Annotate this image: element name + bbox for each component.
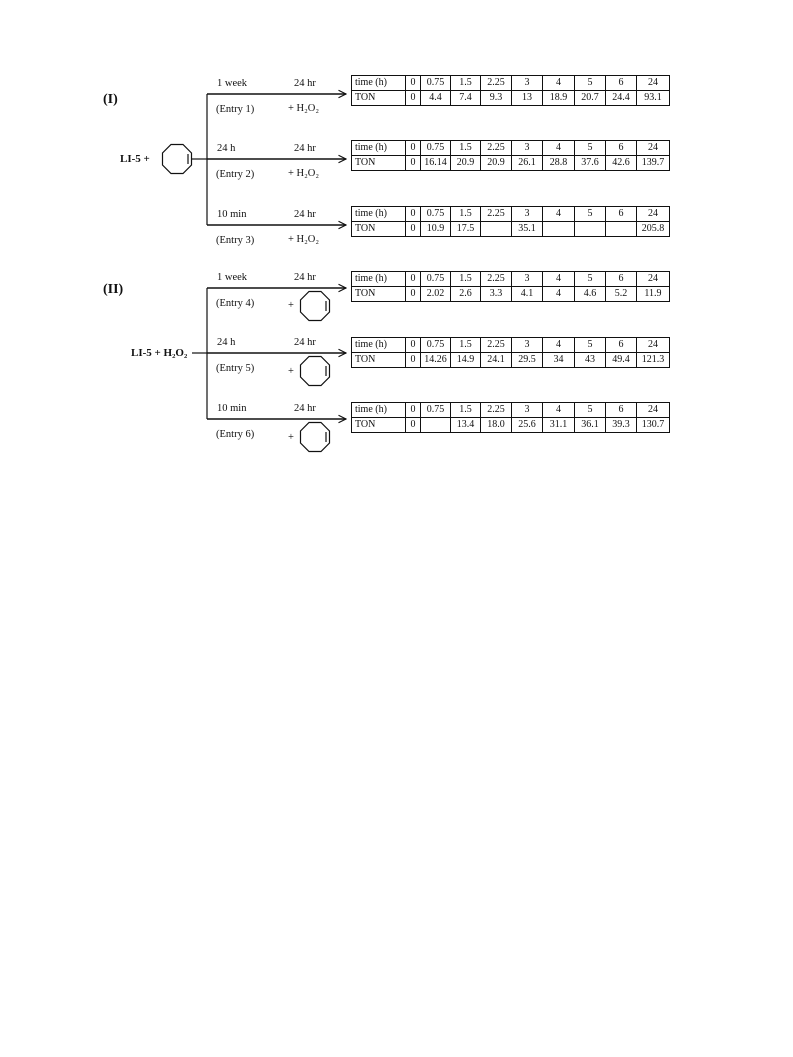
ton-cell: 26.1 — [512, 156, 543, 171]
reaction-time-label: 24 hr — [294, 403, 316, 414]
time-cell: 4 — [543, 141, 575, 156]
ton-cell: 0 — [406, 222, 421, 237]
row-header: time (h) — [352, 207, 406, 222]
time-cell: 2.25 — [481, 76, 512, 91]
ton-cell: 20.9 — [481, 156, 512, 171]
reagent-addition-label: + H₂O₂ — [288, 103, 320, 114]
time-cell: 24 — [637, 141, 670, 156]
row-header: time (h) — [352, 76, 406, 91]
entry-label: (Entry 3) — [216, 235, 255, 246]
time-cell: 1.5 — [451, 338, 481, 353]
ton-table-entry-6 — [351, 402, 670, 433]
ton-cell: 0 — [406, 91, 421, 106]
time-cell: 24 — [637, 207, 670, 222]
time-cell: 3 — [512, 141, 543, 156]
ton-cell: 205.8 — [637, 222, 670, 237]
ton-cell: 20.9 — [451, 156, 481, 171]
entry-label: (Entry 2) — [216, 169, 255, 180]
row-header: TON — [352, 91, 406, 106]
time-cell: 2.25 — [481, 207, 512, 222]
ton-cell: 17.5 — [451, 222, 481, 237]
reaction-time-label: 24 hr — [294, 143, 316, 154]
ton-cell: 28.8 — [543, 156, 575, 171]
ton-cell — [481, 222, 512, 237]
ton-cell: 0 — [406, 287, 421, 302]
ton-cell — [575, 222, 606, 237]
time-cell: 0.75 — [421, 141, 451, 156]
ton-cell: 0 — [406, 418, 421, 433]
time-cell: 0.75 — [421, 272, 451, 287]
reactant-label-II: LI-5 + H₂O₂ — [131, 347, 188, 359]
time-cell: 24 — [637, 403, 670, 418]
ton-cell: 9.3 — [481, 91, 512, 106]
ton-cell: 18.9 — [543, 91, 575, 106]
ton-cell: 93.1 — [637, 91, 670, 106]
time-row — [352, 272, 670, 287]
section-label-II: (II) — [103, 282, 124, 297]
ton-cell: 11.9 — [637, 287, 670, 302]
ton-cell: 121.3 — [637, 353, 670, 368]
time-cell: 5 — [575, 207, 606, 222]
ton-cell: 4.1 — [512, 287, 543, 302]
reaction-time-label: 24 hr — [294, 78, 316, 89]
time-cell: 6 — [606, 76, 637, 91]
time-cell: 4 — [543, 207, 575, 222]
ton-cell: 13 — [512, 91, 543, 106]
ton-cell — [543, 222, 575, 237]
time-cell: 0.75 — [421, 403, 451, 418]
time-row — [352, 141, 670, 156]
ton-cell — [606, 222, 637, 237]
cyclooctene-structure — [301, 292, 330, 321]
ton-cell: 35.1 — [512, 222, 543, 237]
time-row — [352, 207, 670, 222]
ton-cell: 42.6 — [606, 156, 637, 171]
aging-time-label: 10 min — [217, 209, 247, 220]
ton-cell: 0 — [406, 353, 421, 368]
ton-cell: 4.4 — [421, 91, 451, 106]
time-cell: 6 — [606, 207, 637, 222]
ton-cell: 7.4 — [451, 91, 481, 106]
time-row — [352, 403, 670, 418]
time-cell: 5 — [575, 76, 606, 91]
time-cell: 3 — [512, 272, 543, 287]
time-cell: 0.75 — [421, 207, 451, 222]
time-cell: 5 — [575, 141, 606, 156]
reaction-time-label: 24 hr — [294, 209, 316, 220]
cyclooctene-structure — [301, 423, 330, 452]
time-cell: 0.75 — [421, 338, 451, 353]
ton-cell: 49.4 — [606, 353, 637, 368]
reaction-time-label: 24 hr — [294, 337, 316, 348]
reagent-addition-label: + H₂O₂ — [288, 234, 320, 245]
time-cell: 1.5 — [451, 403, 481, 418]
plus-sign: + — [288, 300, 294, 311]
ton-cell: 130.7 — [637, 418, 670, 433]
time-cell: 2.25 — [481, 403, 512, 418]
aging-time-label: 1 week — [217, 272, 248, 283]
entry-label: (Entry 5) — [216, 363, 255, 374]
aging-time-label: 24 h — [217, 337, 236, 348]
section-label-I: (I) — [103, 92, 118, 107]
time-cell: 3 — [512, 207, 543, 222]
row-header: TON — [352, 418, 406, 433]
time-cell: 3 — [512, 76, 543, 91]
ton-cell: 2.6 — [451, 287, 481, 302]
time-cell: 3 — [512, 338, 543, 353]
ton-row — [352, 222, 670, 237]
plus-sign: + — [288, 366, 294, 377]
ton-cell: 5.2 — [606, 287, 637, 302]
ton-cell: 18.0 — [481, 418, 512, 433]
time-cell: 6 — [606, 403, 637, 418]
ton-table-entry-5 — [351, 337, 670, 368]
ton-cell: 34 — [543, 353, 575, 368]
time-cell: 4 — [543, 76, 575, 91]
row-header: TON — [352, 353, 406, 368]
time-cell: 5 — [575, 403, 606, 418]
reactant-label-I: LI-5 + — [120, 153, 150, 165]
ton-cell: 0 — [406, 156, 421, 171]
ton-cell: 4.6 — [575, 287, 606, 302]
ton-table-entry-4 — [351, 271, 670, 302]
row-header: TON — [352, 222, 406, 237]
time-cell: 0 — [406, 403, 421, 418]
ton-row — [352, 91, 670, 106]
cyclooctene-structure — [301, 357, 330, 386]
ton-cell: 2.02 — [421, 287, 451, 302]
time-row — [352, 76, 670, 91]
time-cell: 0 — [406, 338, 421, 353]
ton-cell: 31.1 — [543, 418, 575, 433]
time-cell: 4 — [543, 272, 575, 287]
entry-label: (Entry 6) — [216, 429, 255, 440]
time-cell: 4 — [543, 403, 575, 418]
entry-label: (Entry 4) — [216, 298, 255, 309]
row-header: TON — [352, 156, 406, 171]
ton-cell: 36.1 — [575, 418, 606, 433]
time-cell: 24 — [637, 76, 670, 91]
ton-cell: 16.14 — [421, 156, 451, 171]
ton-cell: 13.4 — [451, 418, 481, 433]
aging-time-label: 24 h — [217, 143, 236, 154]
row-header: time (h) — [352, 403, 406, 418]
aging-time-label: 1 week — [217, 78, 248, 89]
time-cell: 5 — [575, 338, 606, 353]
time-cell: 1.5 — [451, 141, 481, 156]
time-cell: 2.25 — [481, 338, 512, 353]
ton-cell: 14.26 — [421, 353, 451, 368]
ton-cell: 29.5 — [512, 353, 543, 368]
ton-table-entry-1 — [351, 75, 670, 106]
ton-cell — [421, 418, 451, 433]
aging-time-label: 10 min — [217, 403, 247, 414]
reaction-time-label: 24 hr — [294, 272, 316, 283]
time-cell: 4 — [543, 338, 575, 353]
row-header: TON — [352, 287, 406, 302]
plus-sign: + — [288, 432, 294, 443]
ton-cell: 37.6 — [575, 156, 606, 171]
time-cell: 2.25 — [481, 141, 512, 156]
reagent-addition-label: + H₂O₂ — [288, 168, 320, 179]
time-cell: 3 — [512, 403, 543, 418]
time-cell: 1.5 — [451, 76, 481, 91]
entry-label: (Entry 1) — [216, 104, 255, 115]
ton-cell: 20.7 — [575, 91, 606, 106]
time-cell: 2.25 — [481, 272, 512, 287]
time-row — [352, 338, 670, 353]
time-cell: 1.5 — [451, 272, 481, 287]
time-cell: 24 — [637, 272, 670, 287]
time-cell: 0 — [406, 141, 421, 156]
ton-row — [352, 156, 670, 171]
time-cell: 6 — [606, 141, 637, 156]
time-cell: 1.5 — [451, 207, 481, 222]
ton-cell: 24.1 — [481, 353, 512, 368]
time-cell: 0 — [406, 272, 421, 287]
ton-cell: 4 — [543, 287, 575, 302]
time-cell: 0 — [406, 76, 421, 91]
ton-cell: 25.6 — [512, 418, 543, 433]
ton-cell: 10.9 — [421, 222, 451, 237]
ton-row — [352, 287, 670, 302]
time-cell: 6 — [606, 272, 637, 287]
ton-row — [352, 418, 670, 433]
time-cell: 0.75 — [421, 76, 451, 91]
row-header: time (h) — [352, 338, 406, 353]
ton-cell: 139.7 — [637, 156, 670, 171]
time-cell: 0 — [406, 207, 421, 222]
time-cell: 24 — [637, 338, 670, 353]
ton-cell: 3.3 — [481, 287, 512, 302]
ton-table-entry-3 — [351, 206, 670, 237]
ton-table-entry-2 — [351, 140, 670, 171]
cyclooctene-structure — [163, 145, 192, 174]
row-header: time (h) — [352, 141, 406, 156]
row-header: time (h) — [352, 272, 406, 287]
time-cell: 6 — [606, 338, 637, 353]
time-cell: 5 — [575, 272, 606, 287]
ton-cell: 14.9 — [451, 353, 481, 368]
ton-cell: 39.3 — [606, 418, 637, 433]
ton-cell: 24.4 — [606, 91, 637, 106]
ton-row — [352, 353, 670, 368]
ton-cell: 43 — [575, 353, 606, 368]
